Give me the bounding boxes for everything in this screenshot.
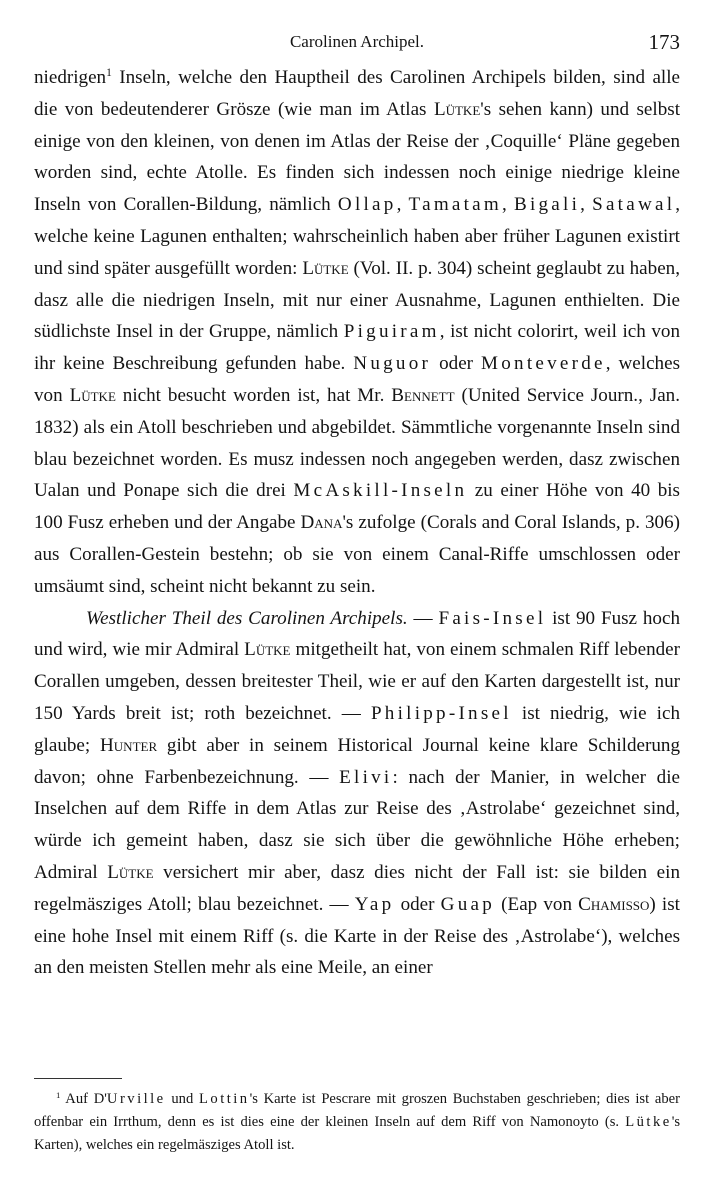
- text-run: (Vol. II. p. 304) scheint geglaubt zu haben, dasz alle die niedrigen Inseln, mit nur einer Ausnahme, Lagunen enthielten. Die südlichste Insel in der Gruppe, nämlich: [34, 257, 680, 343]
- text-run: ,: [580, 194, 593, 216]
- island-name: Piguiram: [343, 321, 440, 343]
- text-run: , welche keine Lagunen enthalten; wahrscheinlich haben aber früher Lagunen existirt und sind später ausgefüllt worden:: [34, 194, 681, 279]
- text-run: ) ist eine hohe Insel mit einem Riff (s. die Karte in der Reise des ‚Astrolabe‘), welches an den meisten Stellen mehr als eine Meile, an einer: [34, 893, 680, 979]
- author-name: Chamisso: [578, 893, 650, 915]
- running-title: Carolinen Archipel.: [289, 32, 425, 51]
- person-name: Lottin: [199, 1091, 250, 1107]
- text-run: (United Service Journ., Jan. 1832) als ein Atoll beschrieben und abgebildet. Sämmtliche vorgenannte Inseln sind blau bezeichnet worden. Es musz indessen noch angegeben werden, dasz zwischen Ualan und Ponape sich die drei: [34, 384, 680, 502]
- text-run: 's Karte ist Pescrare mit groszen Buchstaben geschrieben; dies ist aber offenbar ein Irrthum, denn es ist dies eine der kleinen Inseln auf dem Riff von Namonoyto (s.: [34, 1091, 680, 1130]
- text-run: ist niedrig, wie ich glaube;: [34, 702, 681, 756]
- text-run: gibt aber in seinem Historical Journal keine klare Schilderung davon; ohne Farbenbezeichnung. —: [34, 734, 680, 788]
- person-name: Urville: [106, 1091, 166, 1107]
- island-name: Satawal: [592, 194, 676, 216]
- footnote-number: 1: [56, 1089, 61, 1100]
- author-name: Lütke: [69, 384, 116, 406]
- author-name: Lütke: [302, 257, 349, 279]
- author-name: Lütke: [433, 98, 481, 120]
- island-name: Nuguor: [353, 353, 432, 375]
- text-run: niedrigen: [34, 67, 107, 88]
- page-header: [34, 30, 680, 60]
- text-run: zu einer Höhe von 40 bis 100 Fusz erheben und der Angabe: [34, 480, 680, 534]
- text-run: und: [165, 1091, 200, 1107]
- footnote-divider: [34, 1078, 122, 1079]
- island-name: Monteverde: [481, 353, 606, 375]
- island-name: Bigali: [513, 194, 581, 216]
- footnote-marker: 1: [106, 67, 112, 80]
- island-name: Philipp-Insel: [370, 702, 512, 724]
- text-run: 's sehen kann) und selbst einige von den kleinen, von denen im Atlas der Reise der ‚Coquille‘ Pläne gegeben worden sind, echte Atolle. Es finden sich indessen noch einige niedrige kleine Inseln von Corallen-Bildung, nämlich: [34, 98, 680, 216]
- text-run: oder: [394, 893, 441, 915]
- section-heading: Westlicher Theil des Carolinen Archipels.: [86, 607, 408, 629]
- text-run: Inseln, welche den Hauptheil des Carolinen Archipels bilden, sind alle die von bedeutenderer Grösze (wie man im Atlas: [34, 67, 680, 120]
- author-name: Dana: [300, 512, 343, 534]
- text-run: nicht besucht worden ist, hat Mr.: [115, 384, 392, 406]
- text-run: , ist nicht colorirt, weil ich von ihr keine Beschreibung gefunden habe.: [34, 321, 680, 375]
- paragraph-carolinen-intro: [34, 62, 680, 603]
- island-name: Elivi: [339, 766, 393, 788]
- author-name: Lütke: [244, 639, 291, 661]
- text-run: —: [407, 607, 439, 629]
- island-name: McAskill-Inseln: [293, 480, 468, 502]
- text-run: , welches von: [34, 353, 680, 406]
- text-run: (Eap von: [495, 893, 579, 915]
- text-run: ,: [502, 194, 514, 216]
- footnote: [34, 1088, 680, 1157]
- text-run: Auf D': [60, 1091, 107, 1107]
- text-run: oder: [431, 353, 482, 375]
- island-name: Fais-Insel: [438, 607, 547, 629]
- text-run: mitgetheilt hat, von einem schmalen Riff lebender Corallen umgeben, dessen breitester Theil, wie er auf den Karten dargestellt ist, nur 150 Yards breit ist; roth bezeichnet. —: [34, 639, 680, 724]
- island-name: Ollap: [337, 194, 397, 216]
- text-run: 's zufolge (Corals and Coral Islands, p. 306) aus Corallen-Gestein bestehn; ob sie von einem Canal-Riffe umschlossen oder umsäumt sind, scheint nicht bekannt zu sein.: [34, 512, 680, 597]
- island-name: Tamatam: [408, 194, 503, 216]
- island-name: Guap: [440, 893, 496, 915]
- author-name: Bennett: [391, 384, 455, 406]
- text-run: 's Karten), welches ein regelmäsziges Atoll ist.: [34, 1114, 680, 1153]
- paragraph-western-carolines: [34, 603, 680, 985]
- text-run: ist 90 Fusz hoch und wird, wie mir Admiral: [34, 607, 680, 661]
- body-text: [34, 62, 680, 984]
- author-name: Hunter: [100, 734, 158, 756]
- person-name: Lütke: [625, 1114, 672, 1130]
- text-run: versichert mir aber, dasz dies nicht der Fall ist: sie bilden ein regelmäsziges Atoll; blau bezeichnet. —: [34, 861, 680, 915]
- island-name: Yap: [354, 893, 395, 915]
- text-run: : nach der Manier, in welcher die Inselchen auf dem Riffe in dem Atlas zur Reise des ‚Astrolabe‘ gezeichnet sind, würde ich gemeint haben, dasz sie sich über die gewöhnliche Höhe erheben; Admiral: [34, 766, 680, 883]
- author-name: Lütke: [107, 861, 154, 883]
- page-number: 173: [648, 30, 680, 54]
- text-run: ,: [396, 194, 409, 216]
